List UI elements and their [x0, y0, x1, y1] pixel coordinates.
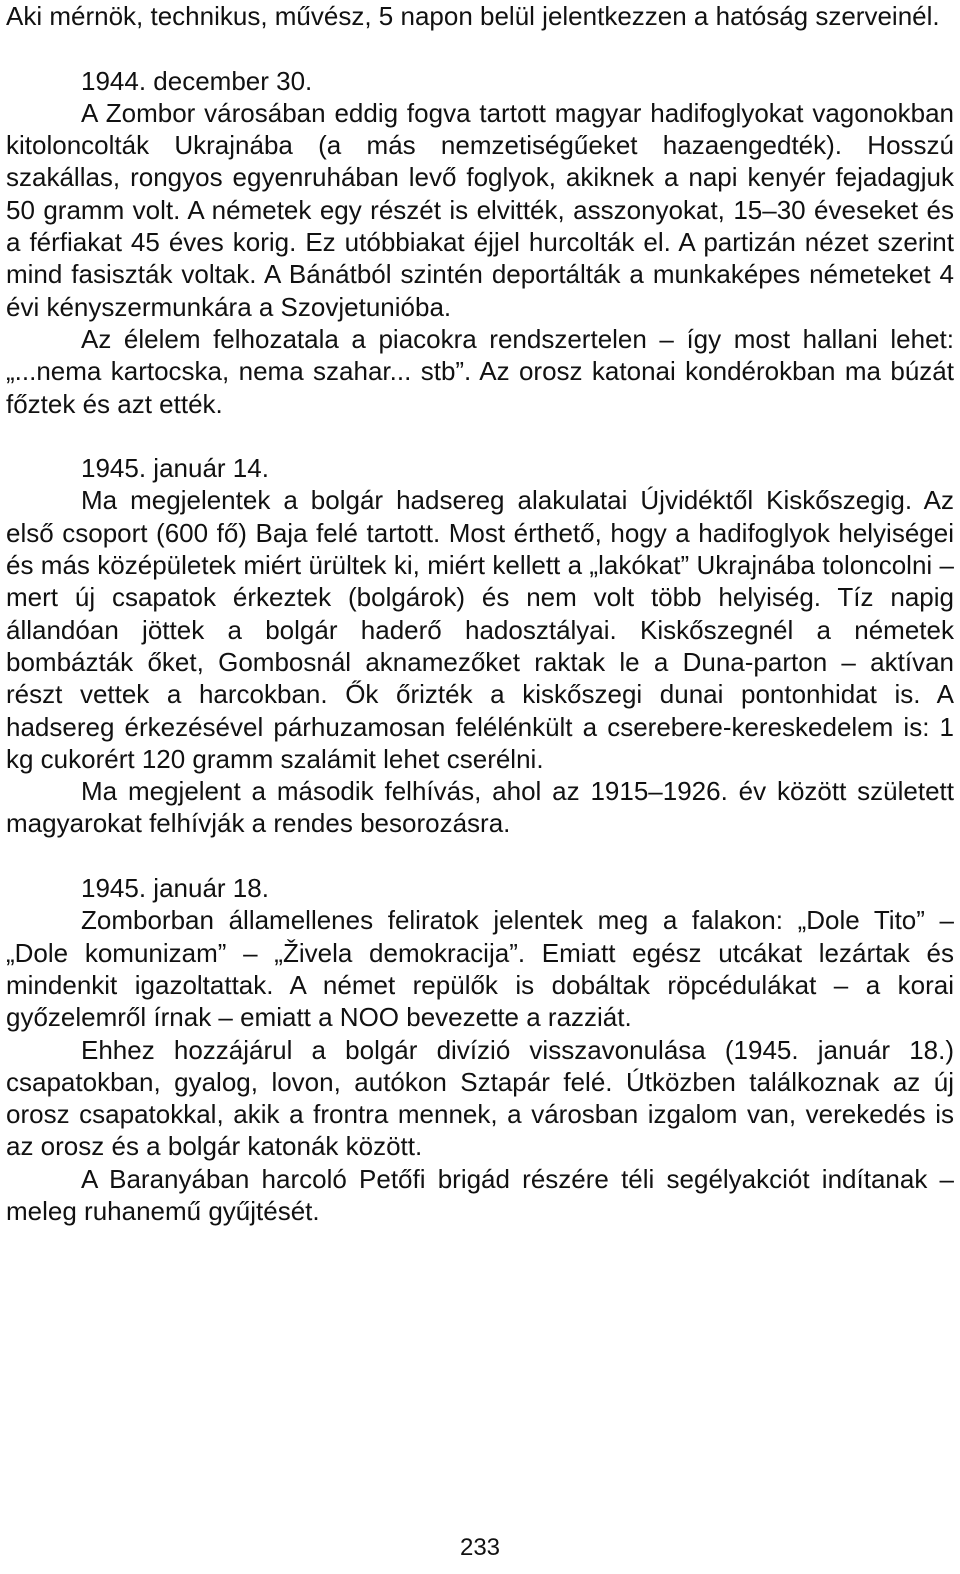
paragraph-zombor-prisoners: A Zombor városában eddig fogva tartott magyar hadifoglyokat vagonokban kitoloncolták Ukrajnába (a más nemzetiségűeket hazaengedték). Hosszú szakállas, rongyos egyenruhában levő foglyok, akiknek a napi kenyér fejadagjuk 50 gramm volt. A németek egy részét is elvitték, asszonyokat, 15–30 éveseket és a férfiakat 45 éves korig. Ez utóbbiakat éjjel hurcolták el. A partizán nézet szerint mind fasiszták voltak. A Bánátból szintén deportálták a munkaképes németeket 4 évi kényszermunkára a Szovjetunióba. [6, 97, 954, 322]
paragraph-gap [6, 420, 954, 452]
paragraph-intro: Aki mérnök, technikus, művész, 5 napon belül jelentkezzen a hatóság szerveinél. [6, 1, 940, 31]
date-heading-1945-01-18: 1945. január 18. [81, 873, 269, 904]
paragraph-gap [6, 840, 954, 872]
page-number: 233 [459, 1534, 501, 1561]
date-heading-1944-12-30: 1944. december 30. [81, 65, 313, 96]
date-heading-1945-01-14: 1945. január 14. [81, 453, 269, 484]
paragraph-food-supply: Az élelem felhozatala a piacokra rendszertelen – így most hallani lehet: „...nema kartocska, nema szahar... stb”. Az orosz katonai kondérokban ma búzát főztek és azt ették. [6, 323, 954, 419]
body-text [6, 0, 954, 1227]
paragraph-second-call: Ma megjelent a második felhívás, ahol az 1915–1926. év között született magyarokat felhívják a rendes besorozásra. [6, 776, 954, 839]
paragraph-inscriptions: Zomborban államellenes feliratok jelentek meg a falakon: „Dole Tito” – „Dole komunizam” – „Živela demokracija”. Emiatt egész utcákat lezártak és mindenkit igazoltattak. A német repülők is dobáltak röpcédulákat – a korai győzelemről írnak – emiatt a NOO bevezette a razziát. [6, 905, 954, 1033]
paragraph-gap [6, 32, 954, 64]
paragraph-bulgarian-army: Ma megjelentek a bolgár hadsereg alakulatai Újvidéktől Kiskőszegig. Az első csoport (600 fő) Baja felé tartott. Most érthető, hogy a hadifoglyok helyiségei és más középületek miért ürültek ki, miért kellett a „lakókat” Ukrajnába toloncolni – mert új csapatok érkeztek (bolgárok) és nem volt több helyiség. Tíz napig állandóan jöttek a bolgár haderő hadosztályai. Kiskőszegnél a németek bombázták őket, Gombosnál aknamezőket raktak le a Duna-parton – aktívan részt vettek a harcokban. Ők őrizték a kiskőszegi dunai pontonhidat is. A hadsereg érkezésével párhuzamosan felélénkült a cserebere-kereskedelem is: 1 kg cukorért 120 gramm szalámit lehet cserélni. [6, 485, 954, 774]
paragraph-bulgarian-withdrawal: Ehhez hozzájárul a bolgár divízió visszavonulása (1945. január 18.) csapatokban, gyalog, lovon, autókon Sztapár felé. Útközben találkoznak az új orosz csapatokkal, akik a frontra mennek, a városban izgalom van, verekedés is az orosz és a bolgár katonák között. [6, 1034, 954, 1162]
paragraph-petofi-brigade: A Baranyában harcoló Petőfi brigád részére téli segélyakciót indítanak – meleg ruhanemű gyűjtését. [6, 1163, 954, 1226]
